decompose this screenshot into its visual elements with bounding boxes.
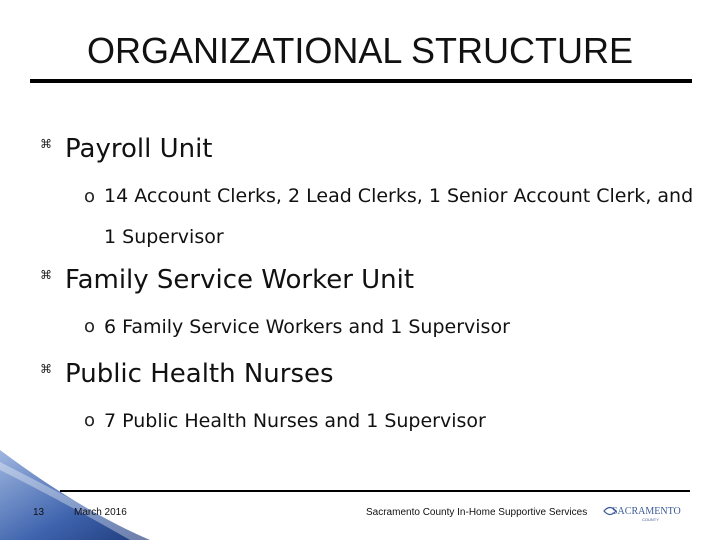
section-detail: 6 Family Service Workers and 1 Supervisor [104,316,510,338]
section-payroll [40,134,213,164]
footer-divider [60,490,690,492]
section-public-health-detail [84,410,704,432]
section-detail: 14 Account Clerks, 2 Lead Clerks, 1 Senior Account Clerk, and 1 Supervisor [104,185,694,248]
logo-subtext: COUNTY [642,517,659,522]
section-family-service [40,265,414,295]
sacramento-county-logo [602,502,682,522]
logo-wordmark: SACRAMENTO [612,506,681,517]
section-heading: Public Health Nurses [65,359,334,389]
bullet-icon: ⌘ [40,137,52,151]
section-payroll-detail [84,186,694,258]
footer-date: March 2016 [74,507,127,518]
sub-bullet-icon: o [84,410,96,431]
bullet-icon: ⌘ [40,362,52,376]
section-heading: Payroll Unit [65,134,213,164]
sub-bullet-icon: o [84,316,96,337]
page-number: 13 [33,507,45,518]
section-heading: Family Service Worker Unit [65,265,415,295]
section-family-service-detail [84,316,704,338]
section-detail: 7 Public Health Nurses and 1 Supervisor [104,410,486,432]
bullet-icon: ⌘ [40,268,52,282]
page-title: ORGANIZATIONAL STRUCTURE [86,30,634,71]
sub-bullet-icon: o [84,186,96,207]
footer-organization: Sacramento County In-Home Supportive Services [366,507,588,518]
section-public-health [40,359,334,389]
title-underline [30,79,692,83]
